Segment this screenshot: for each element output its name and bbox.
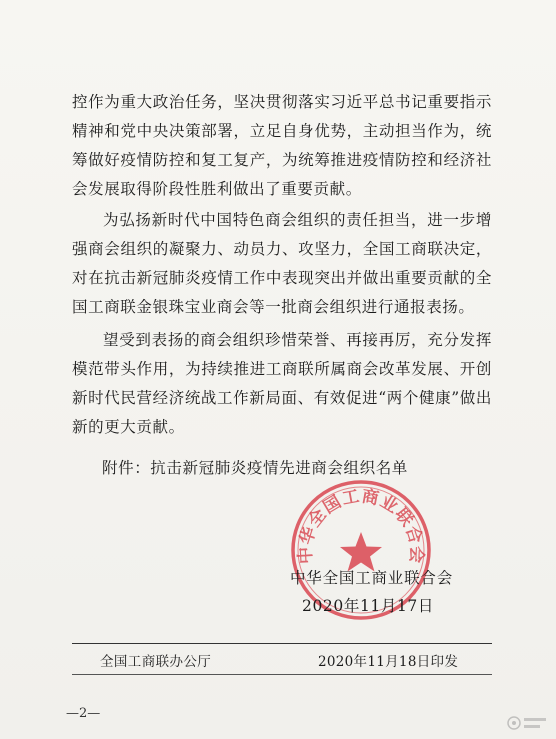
body-paragraph-2: 为弘扬新时代中国特色商会组织的责任担当，进一步增强商会组织的凝聚力、动员力、攻坚力，全国工商联决定，对在抗击新冠肺炎疫情工作中表现突出并做出重要贡献的全国工商联金银珠宝业商会等一批商会组织进行通报表扬。 xyxy=(72,211,492,316)
signature-organization: 中华全国工商业联合会 xyxy=(290,569,454,587)
body-paragraph-1: 控作为重大政治任务，坚决贯彻落实习近平总书记重要指示精神和党中央决策部署，立足自身优势，主动担当作为，统筹做好疫情防控和复工复产，为统筹推进疫情防控和经济社会发展取得阶段性胜利做出了重要贡献。 xyxy=(72,93,492,198)
signature-date: 2020年11月17日 xyxy=(302,597,434,615)
page-number: —2— xyxy=(66,706,101,721)
svg-text:中华全国工商业联合会: 中华全国工商业联合会 xyxy=(295,486,427,565)
watermark-logo-icon xyxy=(505,712,549,734)
footer-rule-top xyxy=(72,643,492,644)
footer-print-date: 2020年11月18日印发 xyxy=(318,654,459,670)
footer-issuer: 全国工商联办公厅 xyxy=(100,654,212,670)
attachment-line: 附件：抗击新冠肺炎疫情先进商会组织名单 xyxy=(102,459,408,477)
footer-rule-bottom xyxy=(72,674,492,675)
body-paragraph-3: 望受到表扬的商会组织珍惜荣誉、再接再厉，充分发挥模范带头作用，为持续推进工商联所属商会改革发展、开创新时代民营经济统战工作新局面、有效促进“两个健康”做出新的更大贡献。 xyxy=(72,331,492,436)
